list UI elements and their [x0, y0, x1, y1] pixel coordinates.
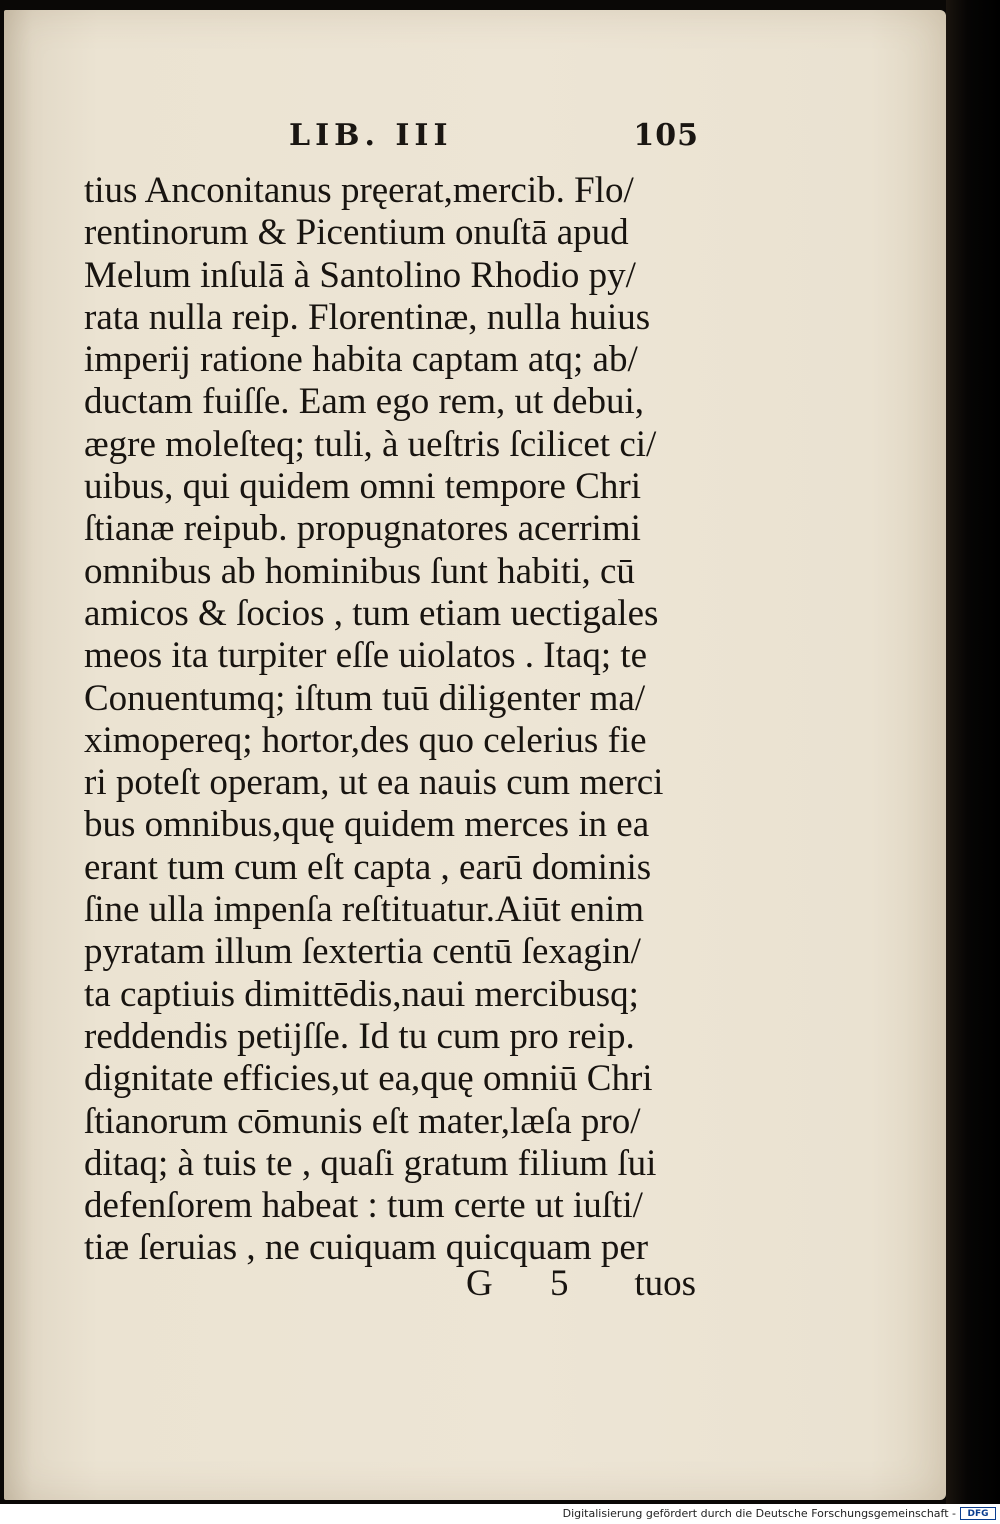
footer-bar [0, 1504, 1000, 1524]
text-line: defenſorem habeat : tum certe ut iuſti/ [84, 1185, 643, 1227]
funding-credit: Digitalisierung gefördert durch die Deutsche Forschungsgemeinschaft - [562, 1507, 956, 1520]
page-edge-shadow [946, 0, 1000, 1504]
page-number: 105 [633, 118, 699, 153]
text-line: ximopereq; hortor,des quo celerius fie [84, 719, 647, 761]
running-title: LIB. III [289, 118, 453, 153]
text-line: pyratam illum ſextertia centū ſexagin/ [84, 931, 641, 973]
text-line: Conuentumq; iſtum tuū diligenter ma/ [84, 677, 646, 719]
text-line: ri poteſt operam, ut ea nauis cum merci [84, 762, 664, 804]
text-line: ſtianorum cōmunis eſt mater,læſa pro/ [84, 1100, 641, 1142]
signature-line [84, 1262, 696, 1306]
text-line: tius Anconitanus pręerat,mercib. Flo/ [84, 170, 634, 211]
catchword: tuos [634, 1263, 696, 1304]
page-header [289, 118, 699, 158]
text-line: rentinorum & Picentium onuſtā apud [84, 212, 629, 254]
text-line: tiæ ſeruias , ne cuiquam quicquam per [84, 1227, 649, 1269]
text-line: uibus, qui quidem omni tempore Chri [84, 466, 642, 508]
text-line: imperij ratione habita captam atq; ab/ [84, 339, 638, 381]
text-line: bus omnibus,quę quidem merces in ea [84, 804, 650, 846]
text-line: reddendis petijſſe. Id tu cum pro reip. [84, 1015, 635, 1057]
text-line: rata nulla reip. Florentinæ, nulla huius [84, 296, 651, 338]
text-line: ductam fuiſſe. Eam ego rem, ut debui, [84, 381, 644, 423]
text-line: erant tum cum eſt capta , earū dominis [84, 846, 652, 888]
body-text [84, 170, 696, 1270]
text-line: Melum inſulā à Santolino Rhodio py/ [84, 254, 636, 296]
text-line: dignitate efficies,ut ea,quę omniū Chri [84, 1058, 653, 1100]
text-line: ſtianæ reipub. propugnatores acerrimi [84, 508, 641, 550]
text-line: omnibus ab hominibus ſunt habiti, cū [84, 550, 635, 592]
book-page [4, 10, 946, 1500]
text-line: amicos & ſocios , tum etiam uectigales [84, 592, 659, 634]
signature-mark: G 5 [466, 1263, 593, 1304]
dfg-logo: DFG [960, 1507, 996, 1520]
text-line: ditaq; à tuis te , quaſi gratum filium ſui [84, 1142, 657, 1184]
text-line: meos ita turpiter eſſe uiolatos . Itaq; te [84, 635, 648, 677]
text-line: ta captiuis dimittēdis,naui mercibusq; [84, 973, 639, 1015]
text-line: ſine ulla impenſa reſtituatur.Aiūt enim [84, 889, 645, 931]
text-line: ægre moleſteq; tuli, à ueſtris ſcilicet ci/ [84, 423, 657, 465]
